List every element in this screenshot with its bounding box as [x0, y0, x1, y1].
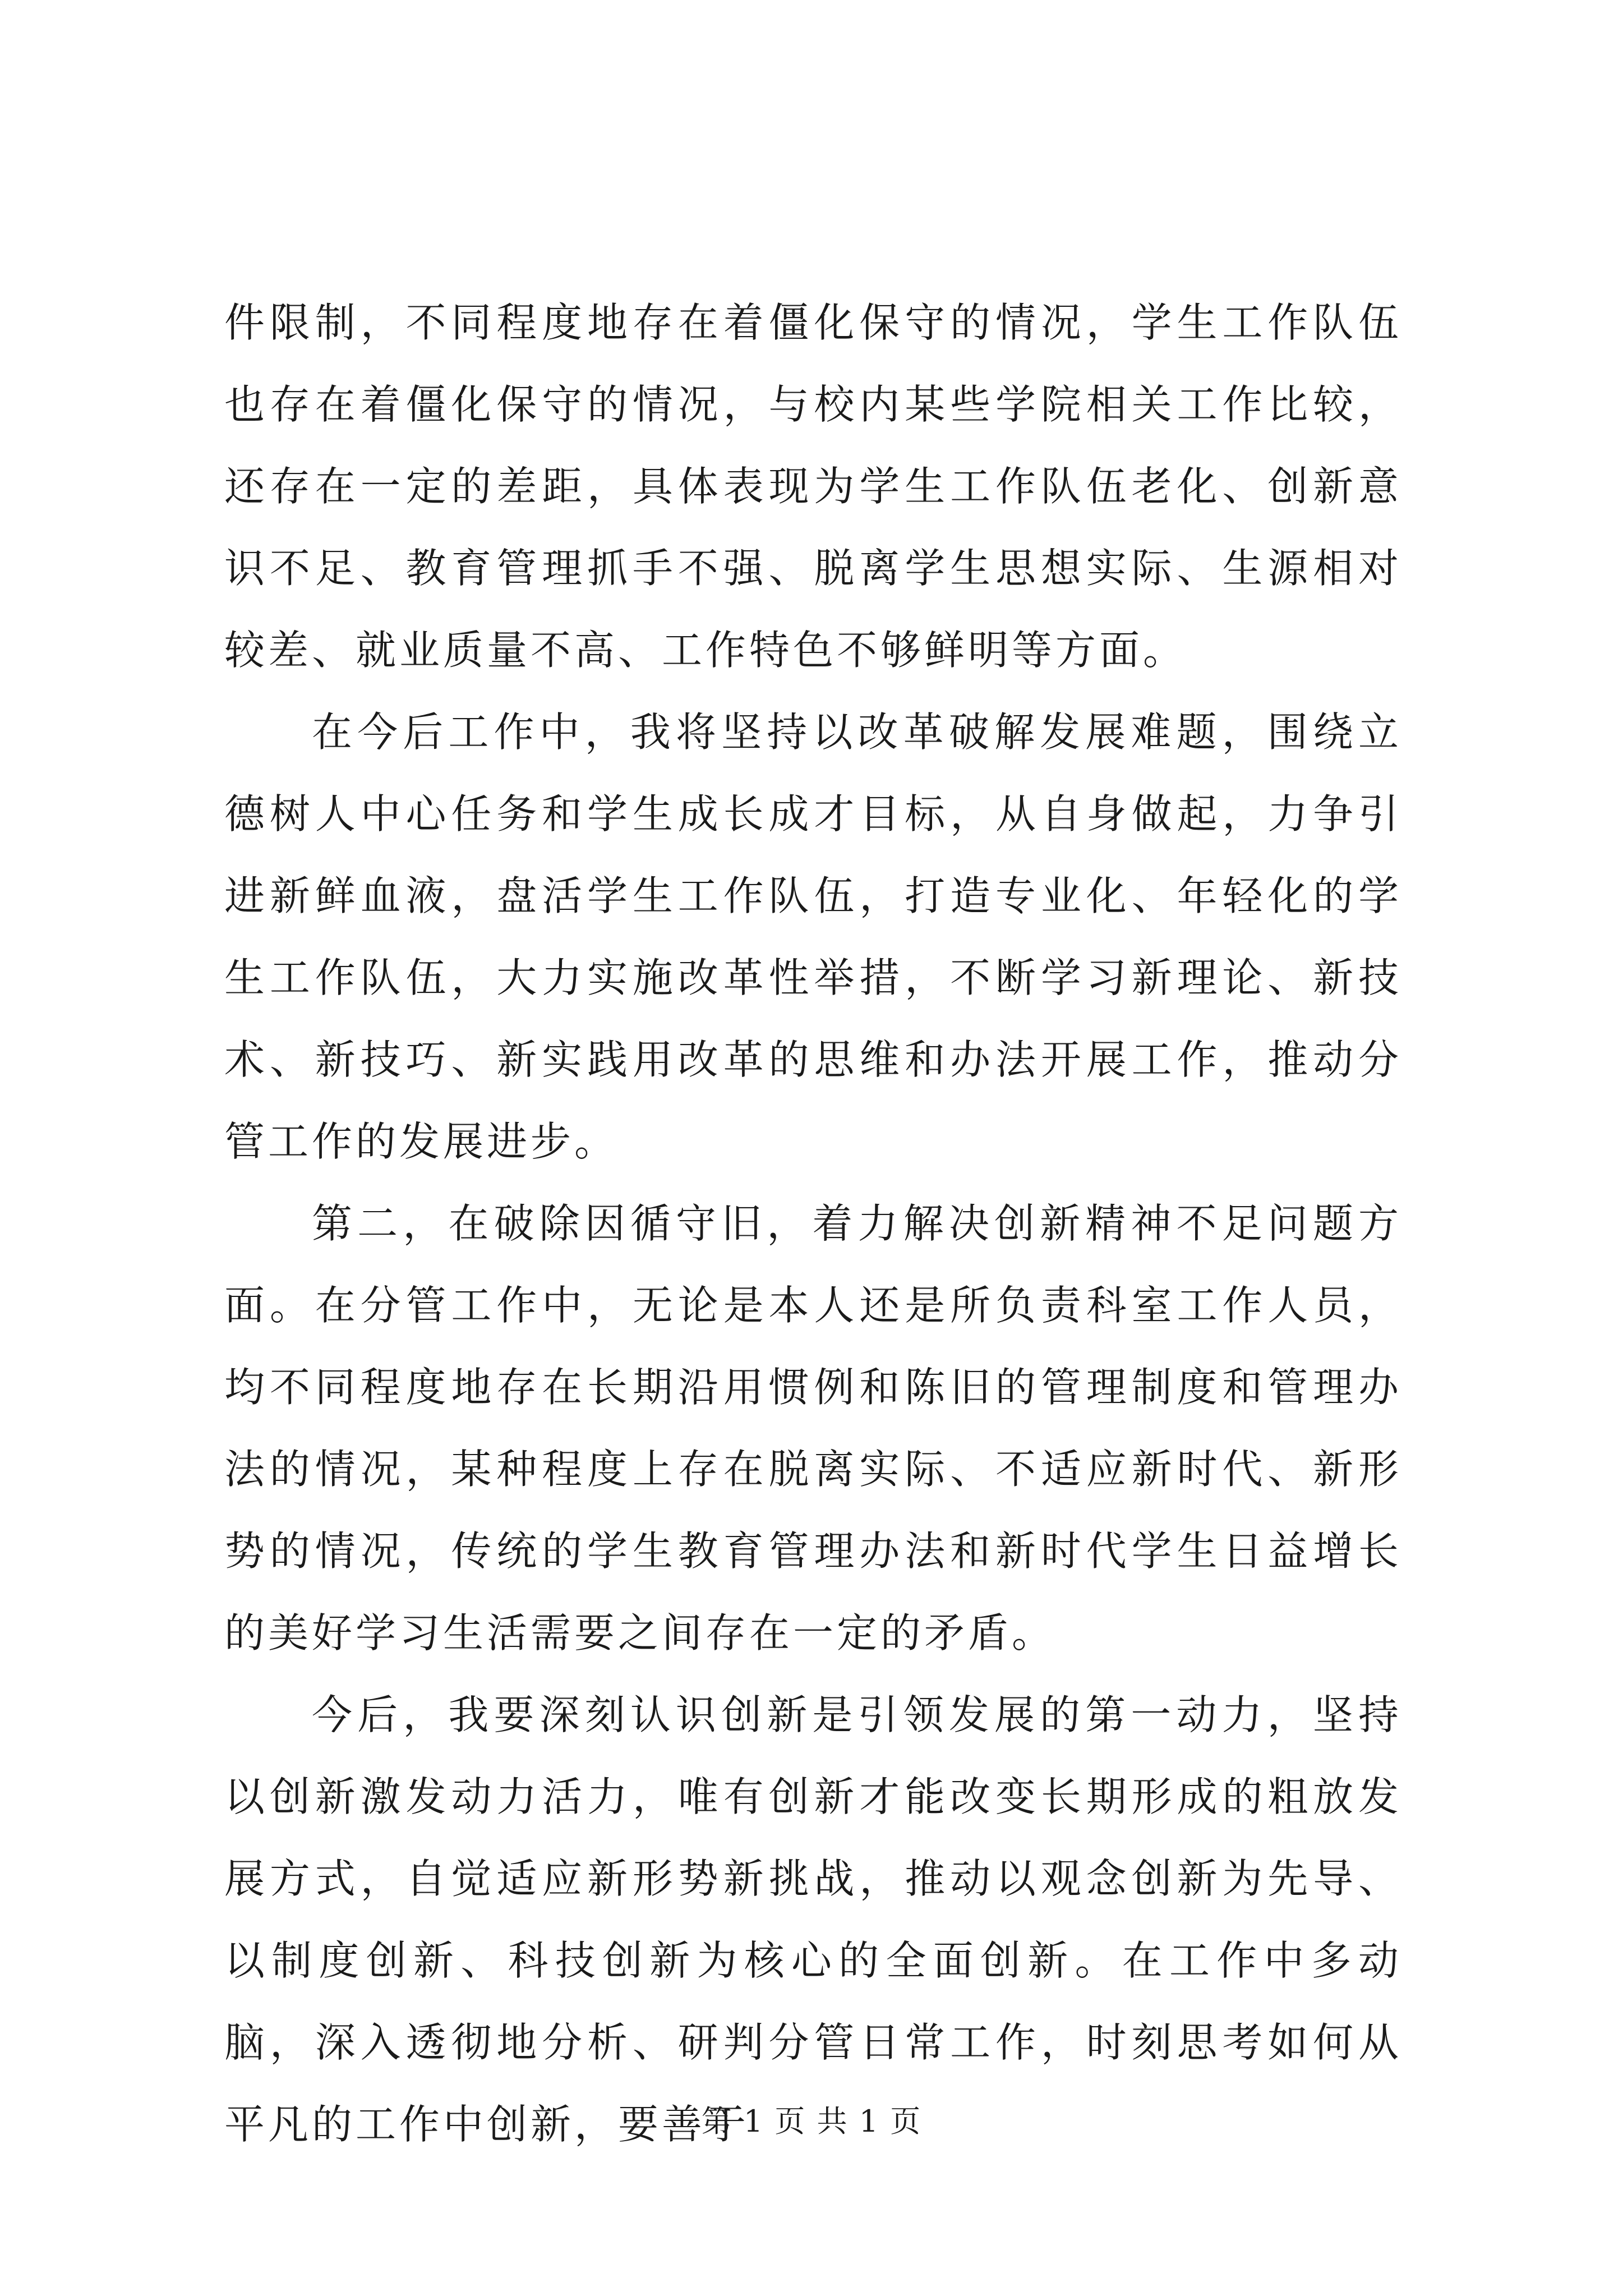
- page-footer: 第 1 页 共 1 页: [701, 2104, 922, 2139]
- paragraph-reform: 在今后工作中，我将坚持以改革破解发展难题，围绕立德树人中心任务和学生成长成才目标，从自身做起，力争引进新鲜血液，盘活学生工作队伍，打造专业化、年轻化的学生工作队伍，大力实施改革性举措，不断学习新理论、新技术、新技巧、新实践用改革的思维和办法开展工作，推动分管工作的发展进步。: [224, 708, 1402, 1165]
- paragraph-continued: 件限制，不同程度地存在着僵化保守的情况，学生工作队伍也存在着僵化保守的情况，与校内某些学院相关工作比较，还存在一定的差距，具体表现为学生工作队伍老化、创新意识不足、教育管理抓手不强、脱离学生思想实际、生源相对较差、就业质量不高、工作特色不够鲜明等方面。: [224, 299, 1402, 674]
- paragraph-innovation-plan: 今后，我要深刻认识创新是引领发展的第一动力，坚持以创新激发动力活力，唯有创新才能改变长期形成的粗放发展方式，自觉适应新形势新挑战，推动以观念创新为先导、以制度创新、科技创新为核心的全面创新。在工作中多动脑，深入透彻地分析、研判分管日常工作，时刻思考如何从平凡的工作中创新，要善于: [224, 1691, 1402, 2148]
- document-body: [224, 282, 1402, 2165]
- paragraph-innovation-issue: 第二，在破除因循守旧，着力解决创新精神不足问题方面。在分管工作中，无论是本人还是所负责科室工作人员，均不同程度地存在长期沿用惯例和陈旧的管理制度和管理办法的情况，某种程度上存在脱离实际、不适应新时代、新形势的情况，传统的学生教育管理办法和新时代学生日益增长的美好学习生活需要之间存在一定的矛盾。: [224, 1200, 1402, 1657]
